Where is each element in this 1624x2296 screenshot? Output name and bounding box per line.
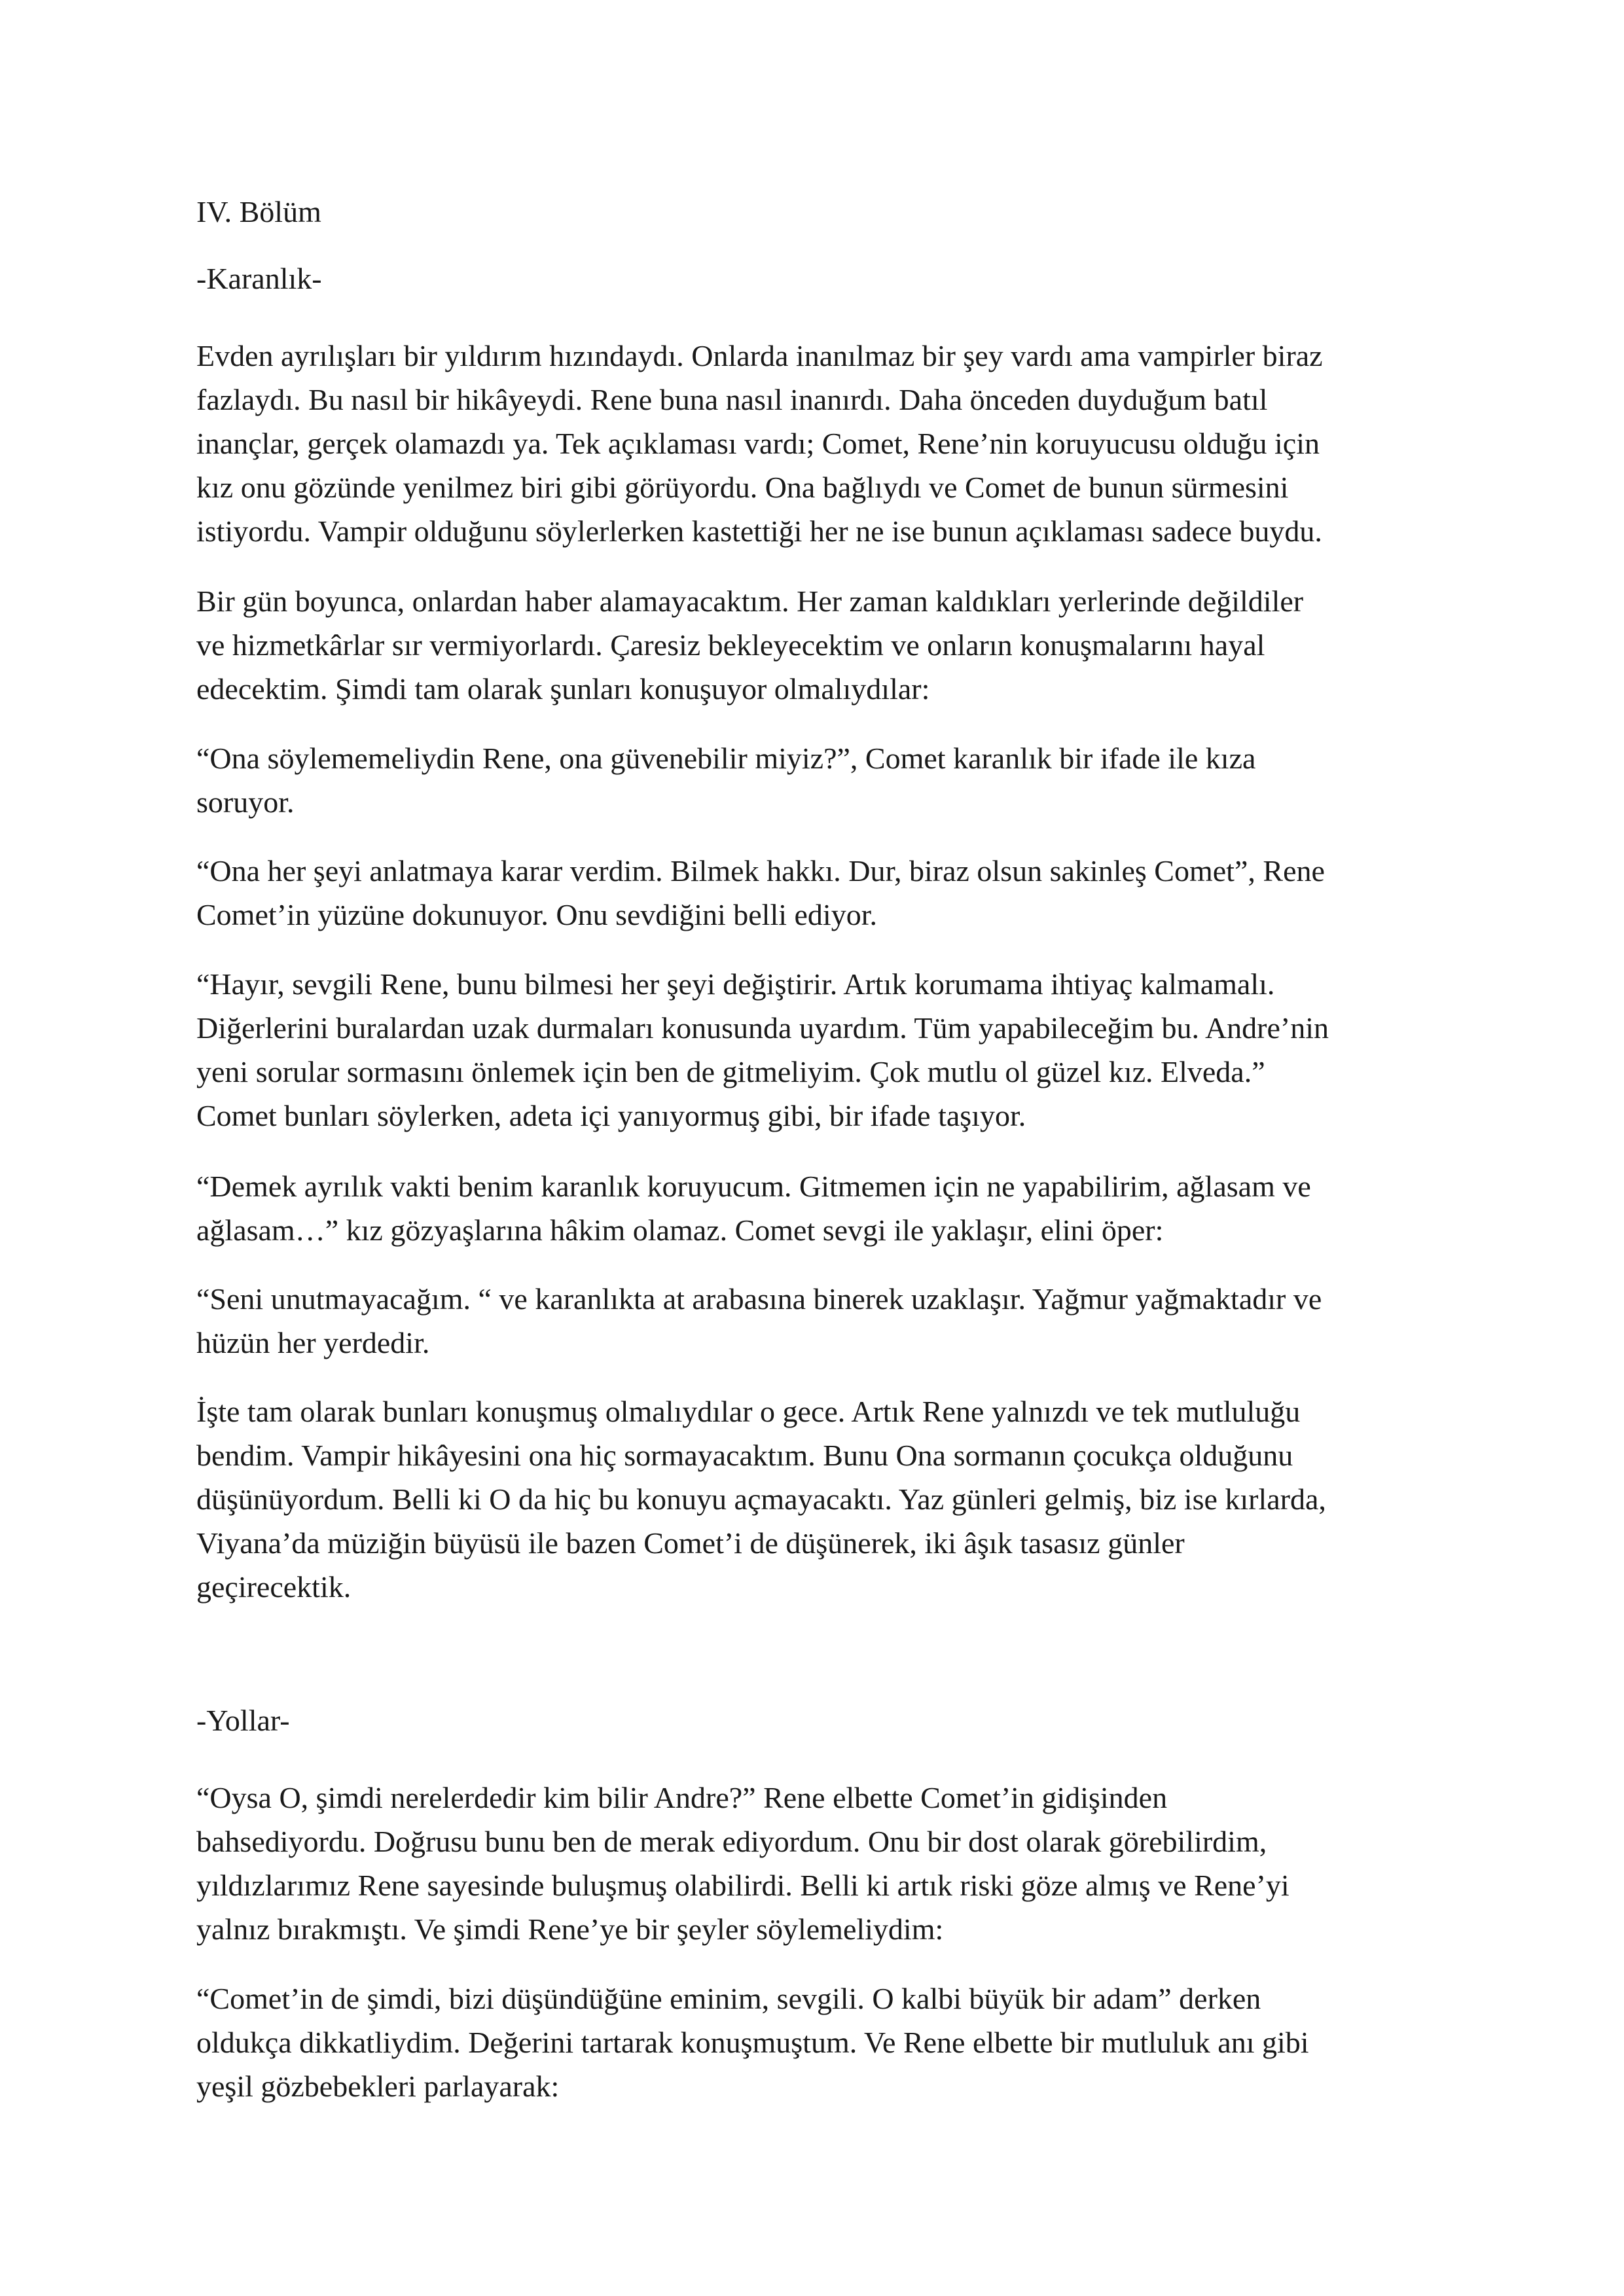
- paragraph: [196, 1164, 1453, 1252]
- text-line: ve hizmetkârlar sır vermiyorlardı. Çaresiz bekleyecektim ve onların konuşmalarını hayal: [196, 628, 1265, 662]
- text-line: “Seni unutmayacağım. “ ve karanlıkta at arabasına binerek uzaklaşır. Yağmur yağmaktadır ve: [196, 1282, 1322, 1316]
- text-line: geçirecektik.: [196, 1570, 352, 1604]
- text-line: soruyor.: [196, 785, 295, 819]
- text-line: “Oysa O, şimdi nerelerdedir kim bilir Andre?” Rene elbette Comet’in gidişinden: [196, 1781, 1168, 1814]
- text-line: düşünüyordum. Belli ki O da hiç bu konuyu açmayacaktı. Yaz günleri gelmiş, biz ise kırlarda,: [196, 1482, 1326, 1516]
- text-line: “Hayır, sevgili Rene, bunu bilmesi her şeyi değiştirir. Artık korumama ihtiyaç kalmamalı.: [196, 967, 1275, 1001]
- text-line: kız onu gözünde yenilmez biri gibi görüyordu. Ona bağlıydı ve Comet de bunun sürmesini: [196, 471, 1289, 504]
- section-title-karanlik: -Karanlık-: [196, 262, 322, 295]
- paragraph: [196, 579, 1453, 711]
- paragraph: [196, 334, 1453, 553]
- text-line: istiyordu. Vampir olduğunu söylerlerken kastettiği her ne ise bunun açıklaması sadece buydu.: [196, 514, 1322, 548]
- paragraph: [196, 1977, 1453, 2108]
- text-line: edecektim. Şimdi tam olarak şunları konuşuyor olmalıydılar:: [196, 672, 930, 706]
- text-line: ağlasam…” kız gözyaşlarına hâkim olamaz. Comet sevgi ile yaklaşır, elini öper:: [196, 1213, 1164, 1247]
- text-line: “Ona söylememeliydin Rene, ona güvenebilir miyiz?”, Comet karanlık bir ifade ile kıza: [196, 742, 1256, 775]
- text-line: Bir gün boyunca, onlardan haber alamayacaktım. Her zaman kaldıkları yerlerinde değildiler: [196, 584, 1304, 618]
- text-line: bendim. Vampir hikâyesini ona hiç sormayacaktım. Bunu Ona sormanın çocukça olduğunu: [196, 1439, 1293, 1472]
- text-line: fazlaydı. Bu nasıl bir hikâyeydi. Rene buna nasıl inanırdı. Daha önceden duyduğum batıl: [196, 383, 1268, 416]
- text-line: Comet bunları söylerken, adeta içi yanıyormuş gibi, bir ifade taşıyor.: [196, 1099, 1026, 1132]
- text-line: “Comet’in de şimdi, bizi düşündüğüne eminim, sevgili. O kalbi büyük bir adam” derken: [196, 1982, 1261, 2015]
- text-line: İşte tam olarak bunları konuşmuş olmalıydılar o gece. Artık Rene yalnızdı ve tek mutluluğu: [196, 1395, 1301, 1428]
- chapter-title: IV. Bölüm: [196, 195, 321, 228]
- paragraph: [196, 1277, 1453, 1365]
- text-line: “Ona her şeyi anlatmaya karar verdim. Bilmek hakkı. Dur, biraz olsun sakinleş Comet”, Rene: [196, 854, 1325, 888]
- paragraph: [196, 1776, 1453, 1951]
- text-line: yeşil gözbebekleri parlayarak:: [196, 2070, 560, 2103]
- text-line: Comet’in yüzüne dokunuyor. Onu sevdiğini belli ediyor.: [196, 898, 877, 931]
- text-line: Evden ayrılışları bir yıldırım hızındaydı. Onlarda inanılmaz bir şey vardı ama vampirler biraz: [196, 339, 1323, 372]
- paragraph: [196, 849, 1453, 937]
- text-line: inançlar, gerçek olamazdı ya. Tek açıklaması vardı; Comet, Rene’nin koruyucusu olduğu için: [196, 427, 1320, 460]
- paragraph: [196, 962, 1453, 1138]
- paragraph: [196, 1390, 1453, 1609]
- text-line: hüzün her yerdedir.: [196, 1326, 430, 1359]
- text-line: Diğerlerini buralardan uzak durmaları konusunda uyardım. Tüm yapabileceğim bu. Andre’nin: [196, 1011, 1329, 1045]
- section-title-yollar: -Yollar-: [196, 1704, 290, 1737]
- text-line: yalnız bırakmıştı. Ve şimdi Rene’ye bir şeyler söylemeliydim:: [196, 1912, 944, 1946]
- text-line: oldukça dikkatliydim. Değerini tartarak konuşmuştum. Ve Rene elbette bir mutluluk anı gibi: [196, 2026, 1309, 2059]
- paragraph: [196, 736, 1453, 824]
- text-line: yıldızlarımız Rene sayesinde buluşmuş olabilirdi. Belli ki artık riski göze almış ve Rene’yi: [196, 1869, 1290, 1902]
- text-line: “Demek ayrılık vakti benim karanlık koruyucum. Gitmemen için ne yapabilirim, ağlasam ve: [196, 1170, 1311, 1203]
- text-line: Viyana’da müziğin büyüsü ile bazen Comet’i de düşünerek, iki âşık tasasız günler: [196, 1526, 1185, 1560]
- text-line: yeni sorular sormasını önlemek için ben de gitmeliyim. Çok mutlu ol güzel kız. Elveda.”: [196, 1055, 1265, 1088]
- text-line: bahsediyordu. Doğrusu bunu ben de merak ediyordum. Onu bir dost olarak görebilirdim,: [196, 1825, 1267, 1858]
